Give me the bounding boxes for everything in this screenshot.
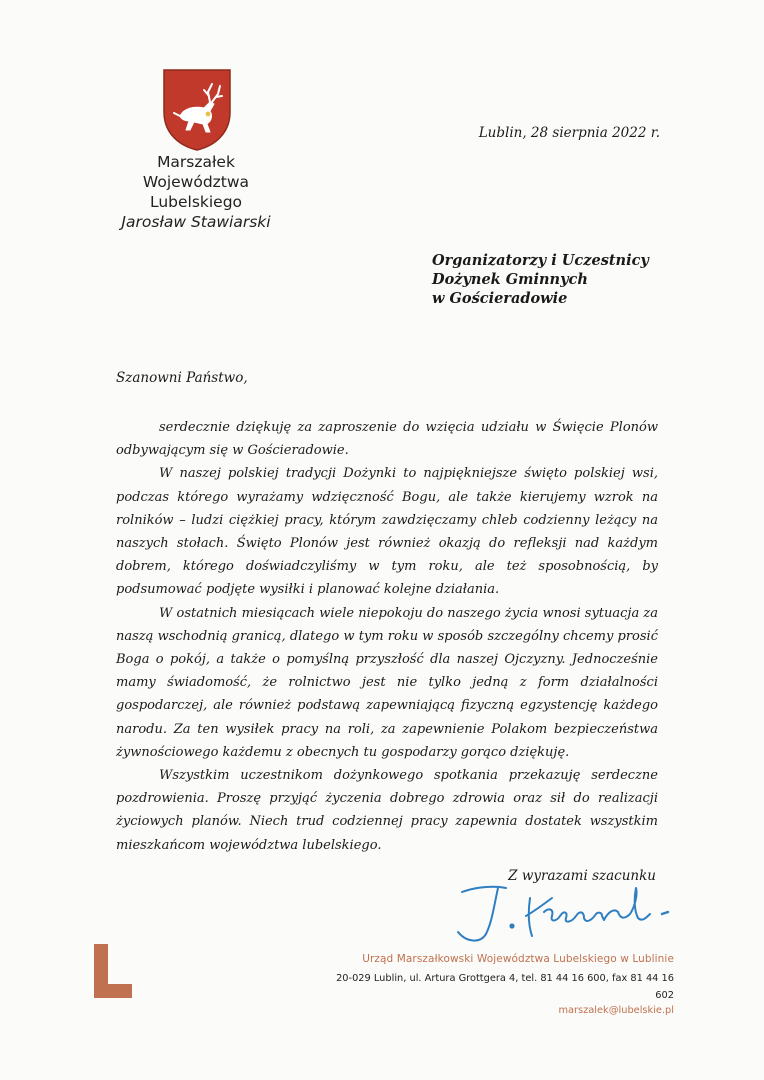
footer <box>330 951 674 1018</box>
body-paragraph: W ostatnich miesiącach wiele niepokoju do naszego życia wnosi sytuacja za naszą wschodnią granicą, dlatego w tym roku w sposób szczególny chcemy prosić Boga o pokój, a także o pomyślną przyszłość dla naszej Ojczyzny. Jednocześnie mamy świadomość, że rolnictwo jest nie tylko jedną z form działalności gospodarczej, ale również podstawą zapewniającą fizyczną egzystencję każdego narodu. Za ten wysiłek pracy na roli, za zapewnienie Polakom bezpieczeństwa żywnościowego każdemu z obecnych tu gospodarzy gorąco dziękuję. <box>116 605 658 760</box>
recipient-block <box>432 251 672 308</box>
handwritten-signature <box>448 878 684 948</box>
sender-org: Województwa Lubelskiego <box>142 173 250 211</box>
footer-address: 20-029 Lublin, ul. Artura Grottgera 4, tel. 81 44 16 600, fax 81 44 16 602 <box>336 973 674 1001</box>
deer-crest-icon <box>160 66 234 152</box>
salutation: Szanowni Państwo, <box>116 370 248 386</box>
recipient-line: Organizatorzy i Uczestnicy <box>432 252 649 269</box>
recipient-line: Dożynek Gminnych <box>432 271 588 288</box>
footer-org: Urząd Marszałkowski Województwa Lubelskiego w Lublinie <box>362 953 674 965</box>
letter-date: Lublin, 28 sierpnia 2022 r. <box>478 125 660 141</box>
closing-phrase: Z wyrazami szacunku <box>508 868 656 884</box>
letter-body <box>116 416 658 857</box>
sender-title: Marszałek <box>157 153 235 171</box>
footer-email[interactable]: marszalek@lubelskie.pl <box>558 1005 674 1016</box>
body-paragraph: serdecznie dziękuję za zaproszenie do wzięcia udziału w Święcie Plonów odbywającym się w Gościeradowie. <box>116 420 658 459</box>
l-logo-icon <box>92 942 134 1000</box>
body-paragraph: W naszej polskiej tradycji Dożynki to najpiękniejsze święto polskiej wsi, podczas którego wyrażamy wdzięczność Bogu, ale także kierujemy wzrok na rolników – ludzi ciężkiej pracy, którym zawdzięczamy chleb codzienny leżący na naszych stołach. Święto Plonów jest również okazją do refleksji nad każdym dobrem, którego doświadczyliśmy w tym roku, ale też sposobnością, by podsumować podjęte wysiłki i planować kolejne działania. <box>116 466 658 598</box>
recipient-line: w Gościeradowie <box>432 290 568 307</box>
body-paragraph: Wszystkim uczestnikom dożynkowego spotkania przekazuję serdeczne pozdrowienia. Proszę przyjąć życzenia dobrego zdrowia oraz sił do realizacji życiowych planów. Niech trud codziennej pracy zapewnia dostatek wszystkim mieszkańcom województwa lubelskiego. <box>116 768 658 853</box>
sender-block <box>96 152 296 232</box>
sender-name: Jarosław Stawiarski <box>121 213 271 231</box>
